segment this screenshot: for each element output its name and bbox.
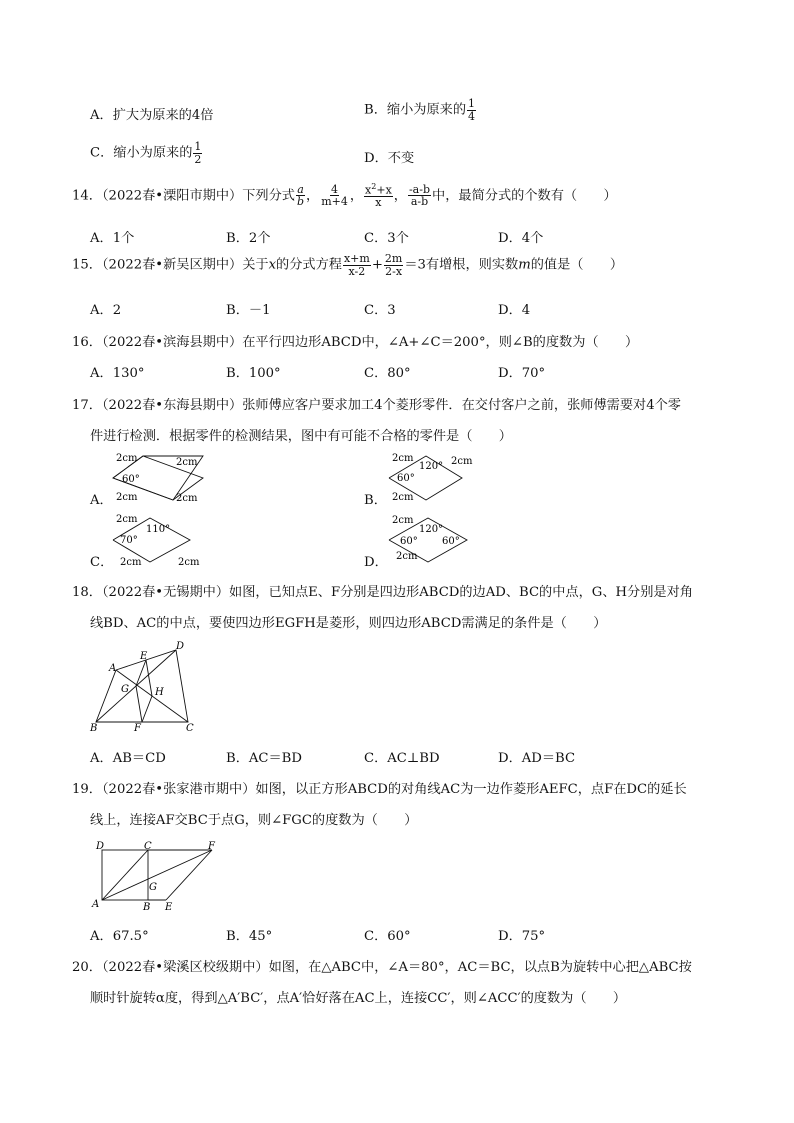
q18-option-c: C．AC⊥BD — [364, 751, 440, 766]
q17-option-a-label: A． — [90, 493, 113, 508]
q13-option-a: A．扩大为原来的4倍 — [90, 108, 214, 123]
svg-text:B: B — [90, 723, 98, 732]
q13-option-c: C．缩小为原来的 $\frac{1}{2}$ — [90, 140, 202, 166]
angle-label: 120° — [419, 461, 444, 472]
svg-text:C: C — [144, 841, 152, 852]
q15-stem: 15．（2022春•新吴区期中）关于x的分式方程 $\frac{x+m}{x-2}$ + $\frac{2m}{2-x}$ ＝3有增根，则实数m的值是（ ） — [72, 252, 624, 278]
svg-text:F: F — [134, 723, 141, 732]
q14-option-d: D．4个 — [498, 231, 544, 246]
q13-option-d: D．不变 — [364, 151, 415, 166]
angle-label: 60° — [442, 536, 460, 547]
q16-stem: 16．（2022春•滨海县期中）在平行四边形ABCD中，∠A+∠C＝200°，则∠B的度数为（ ） — [72, 335, 639, 350]
q14-fraction-4: $\frac{-a-b}{a-b}$ — [408, 182, 431, 209]
q16-option-c: C．80° — [364, 366, 411, 381]
q17-stem-line1: 17．（2022春•东海县期中）张师傅应客户要求加工4个菱形零件．在交付客户之前，张师傅需要对4个零 — [72, 398, 681, 413]
svg-text:A: A — [109, 663, 117, 674]
q19-stem-line1: 19．（2022春•张家港市期中）如图，以正方形ABCD的对角线AC为一边作菱形AEFC，点F在DC的延长 — [72, 782, 687, 797]
q18-option-d: D．AD＝BC — [498, 751, 576, 766]
q17-rhombus-a — [108, 448, 213, 508]
svg-text:H: H — [155, 687, 164, 698]
q15-option-c: C．3 — [364, 303, 396, 318]
angle-label: 60° — [397, 473, 415, 484]
svg-text:E: E — [140, 651, 148, 662]
svg-text:C: C — [186, 723, 194, 732]
q17-option-d-label: D． — [364, 555, 388, 570]
svg-text:A: A — [92, 899, 100, 910]
side-label: 2cm — [116, 514, 138, 525]
svg-text:F: F — [208, 841, 215, 852]
q18-stem-line2: 线BD、AC的中点，要使四边形EGFH是菱形，则四边形ABCD需满足的条件是（ ） — [90, 616, 607, 631]
q15-option-b: B．－1 — [226, 303, 271, 318]
q15-option-d: D．4 — [498, 303, 531, 318]
side-label: 2cm — [451, 456, 473, 467]
q16-option-b: B．100° — [226, 366, 281, 381]
side-label: 2cm — [120, 557, 142, 568]
q19-square-rhombus-figure — [88, 838, 218, 912]
side-label: 2cm — [176, 457, 198, 468]
svg-text:G: G — [121, 684, 129, 695]
q14-fraction-2: $\frac{4}{m+4}$ — [321, 182, 348, 209]
q17-rhombus-c — [108, 508, 213, 570]
side-label: 2cm — [176, 493, 198, 504]
q17-rhombus-d — [384, 510, 489, 570]
q17-option-c-label: C． — [90, 555, 114, 570]
q19-option-a: A．67.5° — [90, 929, 149, 944]
angle-label: 60° — [122, 474, 140, 485]
side-label: 2cm — [116, 453, 138, 464]
q19-option-b: B．45° — [226, 929, 273, 944]
q15-option-a: A．2 — [90, 303, 122, 318]
side-label: 2cm — [116, 492, 138, 503]
q17-option-b-label: B． — [364, 493, 387, 508]
q19-option-d: D．75° — [498, 929, 546, 944]
svg-text:B: B — [143, 902, 151, 912]
q20-stem-line2: 顺时针旋转α度，得到△A′BC′，点A′恰好落在AC上，连接CC′，则∠ACC′的度数为（ ） — [90, 991, 627, 1006]
svg-text:G: G — [149, 882, 157, 893]
q18-stem-line1: 18．（2022春•无锡期中）如图，已知点E、F分别是四边形ABCD的边AD、BC的中点，G、H分别是对角 — [72, 585, 693, 600]
svg-text:E: E — [165, 902, 173, 912]
q20-stem-line1: 20．（2022春•梁溪区校级期中）如图，在△ABC中，∠A＝80°，AC＝BC，以点B为旋转中心把△ABC按 — [72, 960, 692, 975]
q16-option-a: A．130° — [90, 366, 145, 381]
angle-label: 60° — [400, 536, 418, 547]
q17-rhombus-b — [384, 448, 489, 508]
angle-label: 110° — [146, 524, 171, 535]
q19-option-c: C．60° — [364, 929, 411, 944]
angle-label: 120° — [419, 524, 444, 535]
q14-option-c: C．3个 — [364, 231, 409, 246]
q18-quadrilateral-figure — [86, 640, 198, 732]
q14-option-b: B．2个 — [226, 231, 271, 246]
q14-fraction-1: $\frac{a}{b}$ — [296, 182, 305, 209]
q17-stem-line2: 件进行检测．根据零件的检测结果，图中有可能不合格的零件是（ ） — [90, 429, 512, 444]
q14-stem: 14．（2022春•溧阳市期中）下列分式 $\frac{a}{b}$ ， $\frac{4}{m+4}$ ， $\frac{x^2+x}{x}$ ， $\frac{-a-b}{a-b}$ 中，最简分式的个数有（ ） — [72, 182, 617, 210]
svg-text:D: D — [96, 841, 105, 852]
q19-stem-line2: 线上，连接AF交BC于点G，则∠FGC的度数为（ ） — [90, 813, 418, 828]
q16-option-d: D．70° — [498, 366, 546, 381]
side-label: 2cm — [392, 515, 414, 526]
side-label: 2cm — [178, 557, 200, 568]
q13-option-b: B．缩小为原来的 $\frac{1}{4}$ — [364, 97, 476, 123]
side-label: 2cm — [392, 492, 414, 503]
q18-option-a: A．AB＝CD — [90, 751, 166, 766]
angle-label: 70° — [120, 535, 138, 546]
q14-option-a: A．1个 — [90, 231, 135, 246]
q14-fraction-3: $\frac{x^2+x}{x}$ — [365, 182, 392, 210]
q18-option-b: B．AC＝BD — [226, 751, 302, 766]
side-label: 2cm — [396, 551, 418, 562]
side-label: 2cm — [392, 453, 414, 464]
svg-text:D: D — [176, 641, 185, 652]
